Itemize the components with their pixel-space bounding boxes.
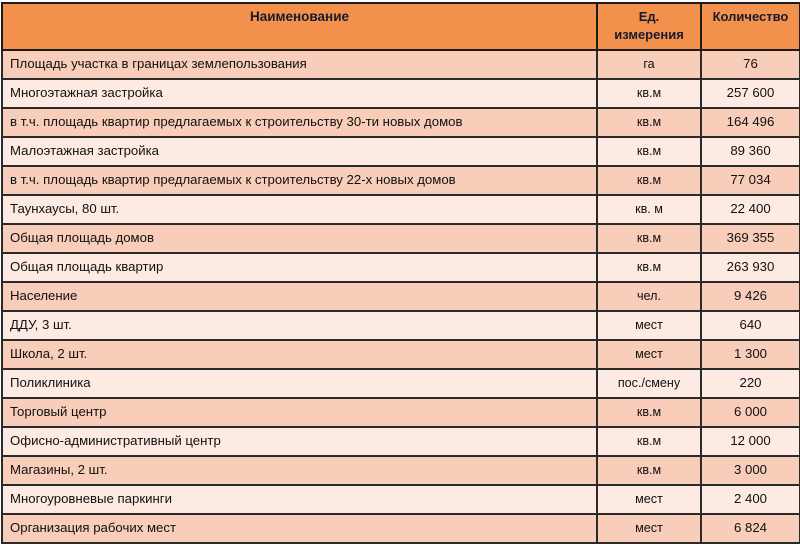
table-row <box>2 485 800 514</box>
cell-name: в т.ч. площадь квартир предлагаемых к строительству 22-х новых домов <box>2 166 597 195</box>
table-row <box>2 282 800 311</box>
table-header <box>2 3 800 50</box>
cell-unit: мест <box>597 340 701 369</box>
cell-name: Организация рабочих мест <box>2 514 597 543</box>
cell-quantity: 9 426 <box>701 282 800 311</box>
cell-name: в т.ч. площадь квартир предлагаемых к строительству 30-ти новых домов <box>2 108 597 137</box>
cell-quantity: 3 000 <box>701 456 800 485</box>
cell-name: Многоэтажная застройка <box>2 79 597 108</box>
cell-quantity: 263 930 <box>701 253 800 282</box>
cell-quantity: 76 <box>701 50 800 79</box>
cell-name: Многоуровневые паркинги <box>2 485 597 514</box>
cell-unit: мест <box>597 514 701 543</box>
cell-name: Торговый центр <box>2 398 597 427</box>
cell-name: Площадь участка в границах землепользования <box>2 50 597 79</box>
table-row <box>2 311 800 340</box>
cell-unit: кв.м <box>597 137 701 166</box>
table-row <box>2 137 800 166</box>
cell-name: Школа, 2 шт. <box>2 340 597 369</box>
cell-quantity: 164 496 <box>701 108 800 137</box>
cell-name: Общая площадь квартир <box>2 253 597 282</box>
cell-quantity: 89 360 <box>701 137 800 166</box>
table-row <box>2 369 800 398</box>
cell-name: Магазины, 2 шт. <box>2 456 597 485</box>
table-row <box>2 79 800 108</box>
cell-name: Таунхаусы, 80 шт. <box>2 195 597 224</box>
column-header-unit-line1: Ед. <box>638 9 660 24</box>
cell-name: Офисно-административный центр <box>2 427 597 456</box>
table-body <box>2 50 800 543</box>
cell-unit: пос./смену <box>597 369 701 398</box>
table-row <box>2 195 800 224</box>
cell-quantity: 6 824 <box>701 514 800 543</box>
cell-unit: кв.м <box>597 166 701 195</box>
cell-unit: кв.м <box>597 79 701 108</box>
cell-quantity: 6 000 <box>701 398 800 427</box>
cell-quantity: 2 400 <box>701 485 800 514</box>
cell-unit: кв.м <box>597 398 701 427</box>
cell-unit: мест <box>597 485 701 514</box>
specification-table <box>1 2 800 544</box>
cell-quantity: 369 355 <box>701 224 800 253</box>
cell-unit: кв. м <box>597 195 701 224</box>
spec-table-sheet <box>0 2 800 535</box>
cell-unit: чел. <box>597 282 701 311</box>
table-header-row <box>2 3 800 50</box>
table-row <box>2 50 800 79</box>
cell-quantity: 1 300 <box>701 340 800 369</box>
table-row <box>2 108 800 137</box>
cell-name: Малоэтажная застройка <box>2 137 597 166</box>
table-row <box>2 166 800 195</box>
cell-unit: мест <box>597 311 701 340</box>
cell-unit: кв.м <box>597 456 701 485</box>
table-row <box>2 224 800 253</box>
cell-quantity: 12 000 <box>701 427 800 456</box>
table-row <box>2 456 800 485</box>
column-header-unit-line2: измерения <box>614 26 684 42</box>
column-header-name: Наименование <box>2 3 597 50</box>
column-header-unit <box>597 3 701 50</box>
table-row <box>2 340 800 369</box>
cell-unit: га <box>597 50 701 79</box>
cell-name: Население <box>2 282 597 311</box>
table-row <box>2 398 800 427</box>
cell-quantity: 77 034 <box>701 166 800 195</box>
cell-quantity: 220 <box>701 369 800 398</box>
cell-quantity: 640 <box>701 311 800 340</box>
cell-name: ДДУ, 3 шт. <box>2 311 597 340</box>
table-row <box>2 514 800 543</box>
cell-quantity: 22 400 <box>701 195 800 224</box>
cell-unit: кв.м <box>597 108 701 137</box>
table-row <box>2 253 800 282</box>
table-row <box>2 427 800 456</box>
column-header-quantity: Количество <box>701 3 800 50</box>
cell-unit: кв.м <box>597 253 701 282</box>
cell-unit: кв.м <box>597 427 701 456</box>
cell-name: Общая площадь домов <box>2 224 597 253</box>
cell-quantity: 257 600 <box>701 79 800 108</box>
cell-name: Поликлиника <box>2 369 597 398</box>
cell-unit: кв.м <box>597 224 701 253</box>
